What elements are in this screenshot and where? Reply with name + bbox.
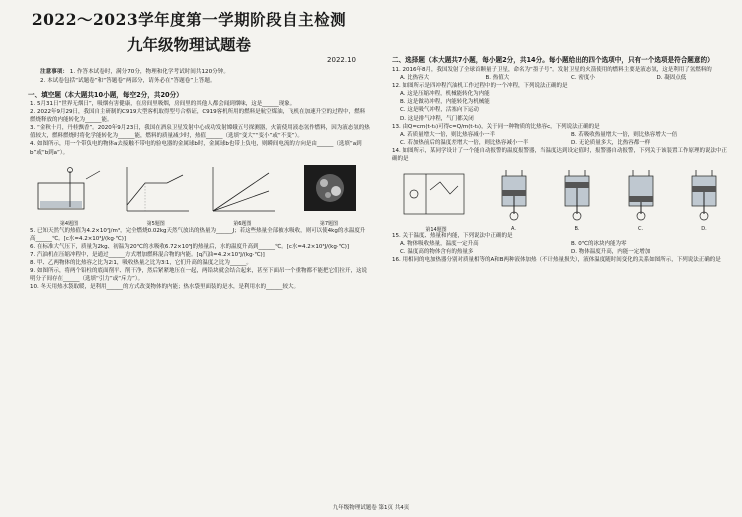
question-13-options-row-1 [400, 131, 742, 139]
question-5: 5. 已知天然气的热值为4.2×10⁷J/m³，完全燃烧0.02kg天然气放出的热量为______J；若这些热量全部被水吸收，则可以使4kg的水温度升高______℃。[c水=4.2×10³J/(kg·℃)] [30, 227, 366, 242]
question-6: 6. 在标准大气压下，质量为2kg、初温为20℃的水吸收6.72×10⁵J的热量后，水的温度升高到______℃。[c水=4.2×10³J/(kg·℃)] [30, 243, 350, 250]
option: D. 物体温度升高，内能一定增加 [571, 249, 651, 256]
photo-figure [290, 161, 368, 217]
question-3: 3. “金秋十月，丹桂飘香”。2020年9月23日，我国在酒泉卫星发射中心成功发射嫦娥五号探测器，火箭使用液态氢作燃料，因为液态氢的热值较大，燃料燃烧时将化学能转化为______能，燃料的质量减少时，热值______（选填“变大”“变小”或“不变”）。 [30, 125, 370, 140]
notes-line-1: 1. 作答本试卷时，满分70分，物理和化学考试时间共120分钟。 [69, 69, 229, 75]
option: C. 这是吸气冲程，活塞向下运动 [400, 107, 479, 114]
notes-label: 注意事项： [40, 69, 68, 75]
engine-figure-b [551, 166, 603, 232]
figure-row-1 [30, 161, 368, 227]
option: C. 温度高的物体含有的热量多 [400, 249, 474, 256]
engine-c-label: C. [637, 226, 644, 233]
option: B. 0℃的冰块内能为零 [571, 241, 627, 248]
option: B. 若吸收热量增大一倍，则比热容增大一倍 [571, 131, 678, 138]
question-14: 14. 如图所示，某同学设计了一个能自动报警的温度报警器，当温度达到设定值时，报警器自动报警，下列关于该装置工作原理的说法中正确的是 [392, 147, 727, 163]
section-1-heading: 一、填空题（本大题共10小题，每空2分，共20分） [28, 91, 183, 99]
figure-row-2 [396, 166, 730, 232]
question-16: 16. 用相同的电加热器分别对质量相等的A和B两种液体加热（不计热量损失），液体温度随时间变化的关系如图所示，下列说法正确的是 [392, 257, 721, 264]
question-1: 1. 5月31日“世界无烟日”，吸烟有害健康，在房间里吸烟，房间里的其他人都会闻到烟味，这是______现象。 [30, 101, 296, 107]
option: C. 若加热前后的温度差增大一倍，则比热容减小一半 [400, 139, 529, 146]
question-12: 12. 如图所示是四冲程汽油机工作过程中的一个冲程，下列说法正确的是 [392, 83, 568, 90]
figure-6-caption: 第6题图 [233, 220, 252, 227]
question-8: 8. 甲、乙两物体的比热容之比为2∶1，吸收热量之比为3∶1，它们升高的温度之比为______。 [30, 260, 252, 267]
figure-4 [30, 161, 108, 227]
question-4: 4. 如图所示，用一个带负电的物体a去接触不带电的验电器的金属球b时，金属球b也带上负电，则瞬间电流的方向是由______（选填“a到b”或“b到a”）。 [30, 141, 362, 156]
figure-4-caption: 第4题图 [59, 220, 79, 227]
cylinder-c [615, 166, 667, 222]
option: A. 这是压缩冲程，机械能转化为内能 [400, 91, 490, 98]
question-13-options-row-2 [400, 139, 742, 147]
cylinder-d [678, 166, 730, 222]
cylinder-b [551, 166, 603, 222]
question-9: 9. 如图所示，将两个铅柱的底面削平、削干净，然后紧紧地压在一起，两铅块就会结合起来，甚至下面吊一个重物都不能把它们拉开，这说明分子间存在______（选填“引力”或“斥力”）。 [30, 268, 368, 283]
electroscope-figure [30, 161, 108, 217]
question-15-options-row-1 [400, 240, 742, 248]
page-footer: 九年级物理试题卷 第1页 共4页 [332, 505, 410, 511]
option: A. 若质量增大一倍，则比热容减小一半 [400, 131, 496, 138]
option: C. 密度小 [571, 75, 595, 82]
figure-5 [117, 161, 195, 227]
exam-date: 2022.10 [327, 56, 356, 64]
figure-7-caption: 第7题图 [319, 220, 339, 227]
figure-5-caption: 第5题图 [146, 220, 165, 227]
notes-block [40, 68, 368, 85]
question-11: 11. 2016年8月，我国发射了全球首颗量子卫星，命名为“墨子号”。发射卫星的火箭使用的燃料主要是液态氢，这是利用了氢燃料的 [392, 67, 712, 73]
line-graph [203, 161, 281, 217]
exam-title: 2022～2023学年度第一学期阶段自主检测 [31, 10, 347, 29]
option: D. 凝固点低 [656, 75, 687, 82]
circuit-figure [396, 166, 476, 222]
cylinder-a [488, 166, 540, 222]
engine-b-label: B. [574, 226, 580, 233]
section-2-heading: 二、选择题（本大题共7小题，每小题2分，共14分。每小题给出的四个选项中，只有一个选项是符合题意的） [392, 56, 714, 64]
engine-d-label: D. [701, 226, 707, 233]
figure-6 [203, 161, 281, 227]
engine-figure-d [678, 166, 730, 232]
question-11-options [400, 74, 742, 82]
question-15: 15. 关于温度、热量和内能，下列说法中正确的是 [392, 233, 513, 240]
option: A. 物体吸收热量，温度一定升高 [400, 241, 479, 248]
figure-14 [396, 166, 476, 232]
question-7: 7. 汽油机在压缩冲程中，是通过______方式增加燃料混合物的内能。[q汽油=4.2×10⁷J/(kg·℃)] [30, 251, 265, 258]
engine-figure-c [615, 166, 667, 232]
temperature-graph [117, 161, 195, 217]
option: A. 比热容大 [400, 75, 430, 82]
question-2: 2. 2022年9月29日，我国自主研制的C919大型客机取得型号合格证，C919客机所用的燃料是航空煤油，飞机在加速升空的过程中，燃料燃烧释放的内能转化为______能。 [30, 109, 366, 124]
notes-line-2: 2. 本试卷包括“试题卷”和“答题卷”两部分，请务必在“答题卷”上答题。 [40, 77, 216, 84]
option: D. 无论质量多大，比热容都一样 [571, 139, 651, 146]
option: D. 这是排气冲程，气门都关闭 [400, 115, 474, 122]
right-column [382, 0, 742, 517]
option: B. 这是做功冲程，内能转化为机械能 [400, 99, 490, 106]
engine-a-label: A. [511, 226, 516, 233]
question-13: 13. 由Q=cm(t-t₀)可得c=Q/m(t-t₀)，关于同一种物质的比热容c，下列说法正确的是 [392, 123, 600, 130]
question-15-options-row-2 [400, 248, 742, 256]
figure-7 [290, 161, 368, 227]
exam-subtitle: 九年级物理试题卷 [126, 35, 251, 54]
question-10: 10. 冬天用热水袋取暖，是利用______的方式改变物体的内能；热水袋里面装的是水，是利用水的______较大。 [30, 284, 299, 291]
engine-figure-a [488, 166, 540, 232]
figure-14-caption: 第14题图 [425, 227, 447, 234]
option: B. 热值大 [485, 75, 510, 82]
